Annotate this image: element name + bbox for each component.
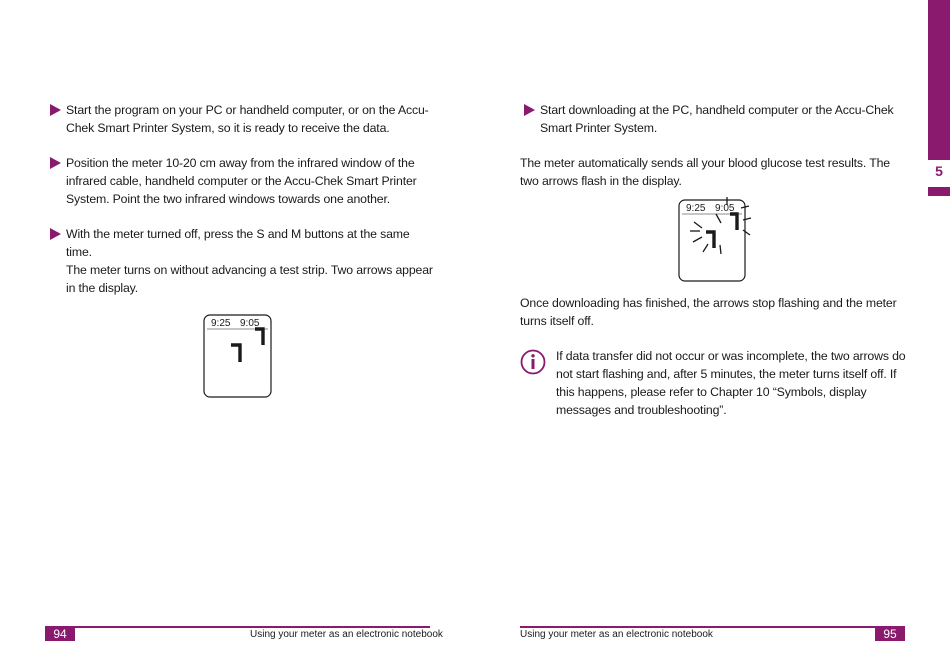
page-number: 94 (45, 627, 75, 641)
chapter-tab-bar-bottom (928, 187, 950, 196)
step-4-text: Start downloading at the PC, handheld computer or the Accu-Chek Smart Printer System. (540, 103, 894, 135)
footer-title: Using your meter as an electronic notebook (250, 629, 443, 640)
arrow-bullet-icon (50, 157, 61, 169)
step-1-text: Start the program on your PC or handheld computer, or on the Accu-Chek Smart Printer System, so it is ready to receive the data. (66, 103, 429, 135)
step-4 (540, 101, 910, 137)
info-icon (520, 349, 546, 375)
step-3 (66, 225, 436, 297)
footer-rule (520, 626, 905, 628)
chapter-tab-bar (928, 0, 950, 160)
display-time: 9:25 (686, 203, 706, 214)
step-3-followup: The meter turns on without advancing a test strip. Two arrows appear in the display. (66, 263, 433, 295)
step-1 (66, 101, 436, 137)
display-date: 9:05 (715, 203, 735, 214)
footer-title: Using your meter as an electronic notebook (520, 629, 713, 640)
footer-rule (45, 626, 430, 628)
info-note: If data transfer did not occur or was incomplete, the two arrows do not start flashing and, after 5 minutes, the meter turns itself off. If this happens, please refer to Chapter 10 “Symbols, display messages and troubleshooting”. (556, 349, 906, 417)
page-number: 95 (875, 627, 905, 641)
display-time: 9:25 (211, 318, 231, 329)
chapter-number: 5 (935, 163, 943, 179)
paragraph-finished: Once downloading has finished, the arrows stop flashing and the meter turns itself off. (520, 296, 897, 328)
step-3-text: With the meter turned off, press the S and M buttons at the same time. (66, 227, 410, 259)
meter-display-flashing-illustration (678, 194, 758, 284)
meter-display-illustration (203, 314, 273, 398)
arrow-bullet-icon (524, 104, 535, 116)
step-2-text: Position the meter 10-20 cm away from the infrared window of the infrared cable, handheld computer or the Accu-Chek Smart Printer System. Point the two infrared windows towards one another. (66, 156, 417, 206)
display-date: 9:05 (240, 318, 260, 329)
right-page (475, 0, 950, 669)
chapter-tab (928, 0, 950, 196)
paragraph-sending: The meter automatically sends all your blood glucose test results. The two arrows flash in the display. (520, 156, 890, 188)
step-2 (66, 154, 436, 208)
arrow-bullet-icon (50, 104, 61, 116)
arrow-bullet-icon (50, 228, 61, 240)
